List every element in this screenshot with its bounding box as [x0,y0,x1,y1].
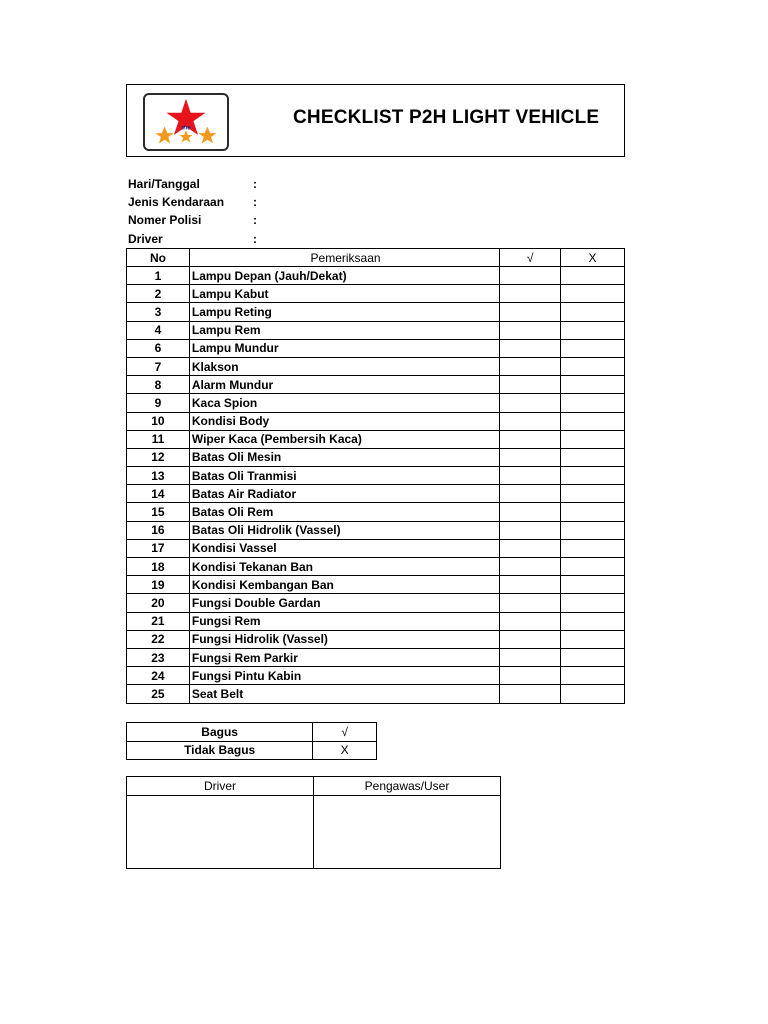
info-label: Nomer Polisi [128,213,202,228]
table-row [127,394,625,412]
signature-table [126,776,501,869]
star-logo-icon [145,95,227,149]
company-logo [143,93,229,151]
legend-row [127,741,377,760]
table-row [127,267,625,285]
row-check-x-cell[interactable] [561,558,625,576]
row-check-ok-cell[interactable] [500,667,561,685]
row-check-x-cell[interactable] [561,394,625,412]
signature-header-row [127,777,501,796]
checklist-table [126,248,625,704]
row-check-x-cell[interactable] [561,357,625,375]
row-check-ok-cell[interactable] [500,448,561,466]
legend-row [127,723,377,742]
header-box [126,84,625,157]
table-row [127,357,625,375]
row-check-ok-cell[interactable] [500,430,561,448]
table-row [127,539,625,557]
row-item: Alarm Mundur [189,376,499,394]
row-number: 22 [127,630,190,648]
table-row [127,630,625,648]
row-number: 25 [127,685,190,703]
row-number: 23 [127,648,190,666]
row-check-x-cell[interactable] [561,467,625,485]
table-row [127,376,625,394]
table-row [127,485,625,503]
row-number: 13 [127,467,190,485]
row-number: 17 [127,539,190,557]
header-item: Pemeriksaan [189,249,499,267]
row-item: Batas Oli Mesin [189,448,499,466]
row-check-x-cell[interactable] [561,576,625,594]
row-check-ok-cell[interactable] [500,630,561,648]
legend-label: Bagus [127,723,313,742]
row-check-x-cell[interactable] [561,539,625,557]
table-row [127,558,625,576]
row-item: Lampu Kabut [189,285,499,303]
info-colon: : [253,231,257,246]
row-check-x-cell[interactable] [561,685,625,703]
table-row [127,576,625,594]
row-check-ok-cell[interactable] [500,339,561,357]
legend-mark: X [313,741,377,760]
legend-mark: √ [313,723,377,742]
row-item: Batas Oli Rem [189,503,499,521]
header-x: X [561,249,625,267]
row-item: Kondisi Kembangan Ban [189,576,499,594]
info-row-date [128,176,328,194]
row-check-x-cell[interactable] [561,521,625,539]
table-row [127,412,625,430]
row-item: Batas Oli Tranmisi [189,467,499,485]
row-check-ok-cell[interactable] [500,576,561,594]
row-item: Klakson [189,357,499,375]
row-number: 3 [127,303,190,321]
row-check-ok-cell[interactable] [500,521,561,539]
row-item: Lampu Depan (Jauh/Dekat) [189,267,499,285]
row-check-x-cell[interactable] [561,667,625,685]
row-check-x-cell[interactable] [561,376,625,394]
row-check-x-cell[interactable] [561,430,625,448]
row-item: Fungsi Double Gardan [189,594,499,612]
info-colon: : [253,195,257,210]
signature-label-supervisor: Pengawas/User [314,777,501,796]
row-check-ok-cell[interactable] [500,648,561,666]
row-check-ok-cell[interactable] [500,357,561,375]
row-number: 16 [127,521,190,539]
table-row [127,321,625,339]
document-title: CHECKLIST P2H LIGHT VEHICLE [293,107,600,128]
row-number: 10 [127,412,190,430]
table-row [127,667,625,685]
table-row [127,685,625,703]
row-check-x-cell[interactable] [561,648,625,666]
row-item: Batas Air Radiator [189,485,499,503]
table-row [127,339,625,357]
row-item: Kondisi Tekanan Ban [189,558,499,576]
row-item: Kondisi Body [189,412,499,430]
row-check-x-cell[interactable] [561,448,625,466]
row-number: 12 [127,448,190,466]
row-item: Seat Belt [189,685,499,703]
info-colon: : [253,177,257,191]
row-number: 20 [127,594,190,612]
table-row [127,612,625,630]
table-row [127,448,625,466]
row-check-ok-cell[interactable] [500,685,561,703]
row-number: 9 [127,394,190,412]
table-row [127,503,625,521]
legend-table [126,722,377,760]
row-item: Fungsi Rem [189,612,499,630]
info-row-plate-number [128,212,328,230]
table-row [127,430,625,448]
row-item: Lampu Rem [189,321,499,339]
row-check-ok-cell[interactable] [500,267,561,285]
row-check-ok-cell[interactable] [500,485,561,503]
row-item: Kaca Spion [189,394,499,412]
row-check-ok-cell[interactable] [500,412,561,430]
info-row-vehicle-type [128,194,328,212]
row-check-ok-cell[interactable] [500,321,561,339]
info-label: Jenis Kendaraan [128,195,225,210]
info-label: Hari/Tanggal [128,177,200,191]
table-row [127,285,625,303]
row-check-x-cell[interactable] [561,339,625,357]
row-check-ok-cell[interactable] [500,612,561,630]
row-check-x-cell[interactable] [561,321,625,339]
row-number: 18 [127,558,190,576]
row-item: Fungsi Rem Parkir [189,648,499,666]
signature-box-row [127,796,501,869]
row-check-ok-cell[interactable] [500,539,561,557]
table-row [127,594,625,612]
row-item: Lampu Mundur [189,339,499,357]
table-row [127,648,625,666]
header-ok: √ [500,249,561,267]
header-no: No [127,249,190,267]
row-item: Lampu Reting [189,303,499,321]
row-check-x-cell[interactable] [561,630,625,648]
row-number: 15 [127,503,190,521]
info-label: Driver [128,231,163,246]
row-number: 6 [127,339,190,357]
row-number: 2 [127,285,190,303]
row-check-x-cell[interactable] [561,412,625,430]
row-check-ok-cell[interactable] [500,558,561,576]
row-check-x-cell[interactable] [561,267,625,285]
row-number: 11 [127,430,190,448]
row-number: 19 [127,576,190,594]
signature-box-supervisor[interactable] [314,796,501,869]
row-number: 21 [127,612,190,630]
logo-text: the [181,124,191,132]
row-check-ok-cell[interactable] [500,503,561,521]
row-check-x-cell[interactable] [561,503,625,521]
row-check-x-cell[interactable] [561,285,625,303]
row-item: Fungsi Hidrolik (Vassel) [189,630,499,648]
row-item: Wiper Kaca (Pembersih Kaca) [189,430,499,448]
row-check-ok-cell[interactable] [500,467,561,485]
checklist-header-row [127,249,625,267]
row-check-ok-cell[interactable] [500,394,561,412]
row-check-ok-cell[interactable] [500,285,561,303]
row-check-ok-cell[interactable] [500,303,561,321]
info-fields [128,176,328,249]
table-row [127,521,625,539]
row-check-x-cell[interactable] [561,303,625,321]
row-check-x-cell[interactable] [561,485,625,503]
info-row-driver [128,231,328,249]
row-check-x-cell[interactable] [561,612,625,630]
row-check-ok-cell[interactable] [500,376,561,394]
row-item: Kondisi Vassel [189,539,499,557]
signature-box-driver[interactable] [127,796,314,869]
row-number: 8 [127,376,190,394]
table-row [127,467,625,485]
row-number: 24 [127,667,190,685]
row-item: Fungsi Pintu Kabin [189,667,499,685]
row-number: 14 [127,485,190,503]
table-row [127,303,625,321]
legend-label: Tidak Bagus [127,741,313,760]
signature-label-driver: Driver [127,777,314,796]
row-check-x-cell[interactable] [561,594,625,612]
row-number: 1 [127,267,190,285]
row-item: Batas Oli Hidrolik (Vassel) [189,521,499,539]
row-number: 7 [127,357,190,375]
row-number: 4 [127,321,190,339]
info-colon: : [253,213,257,228]
row-check-ok-cell[interactable] [500,594,561,612]
